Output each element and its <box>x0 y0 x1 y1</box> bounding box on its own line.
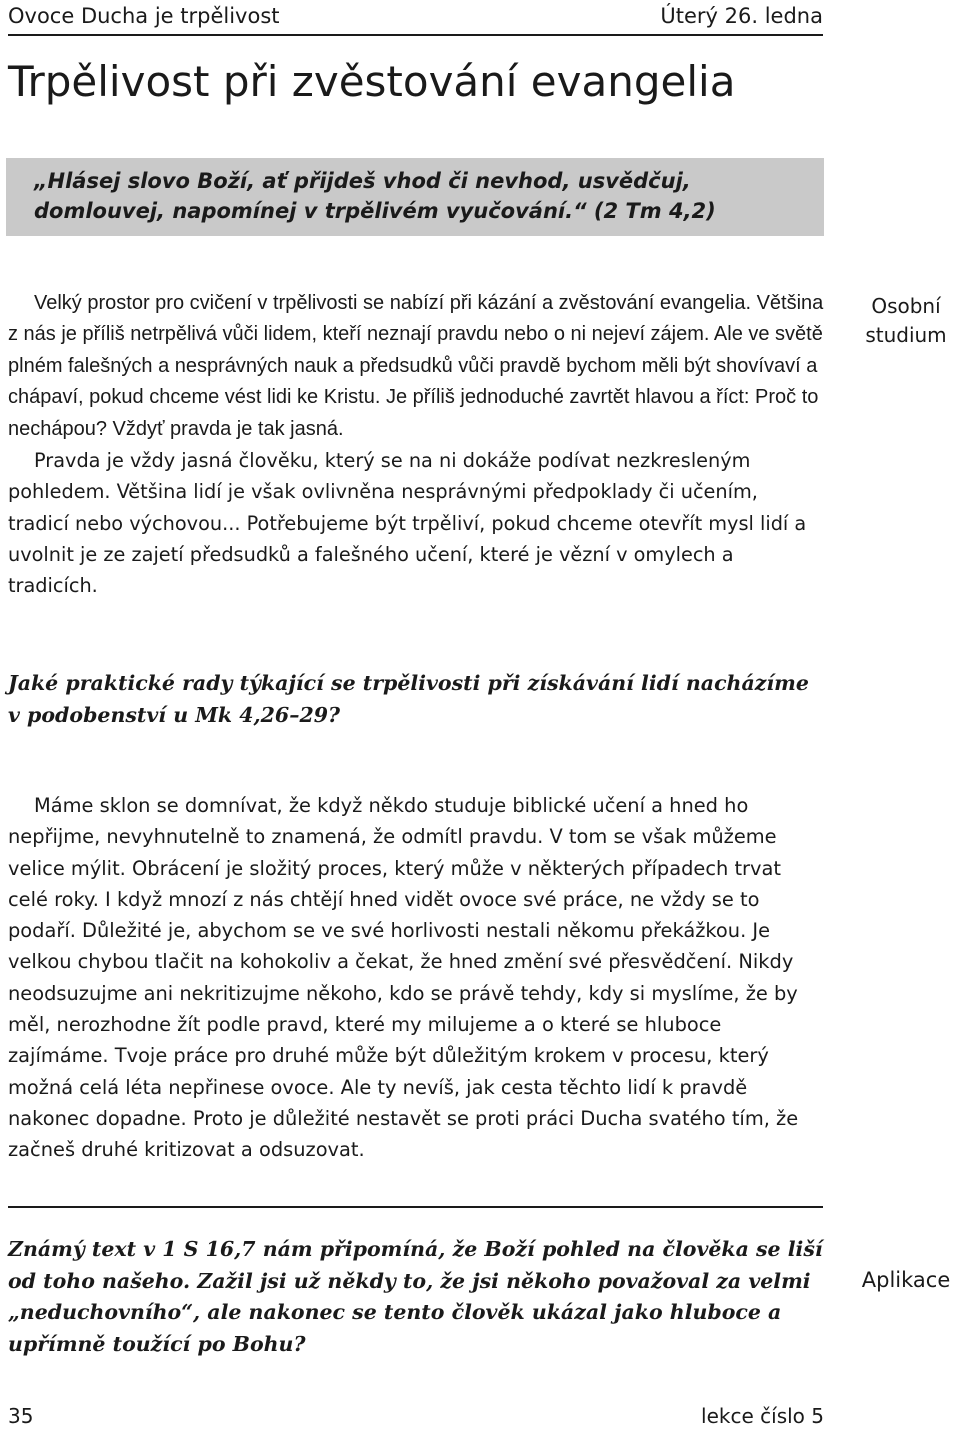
memory-verse: „Hlásej slovo Boží, ať přijdeš vhod či nevhod, usvědčuj, domlouvej, napomínej v trpělivém vyučování.“ (2 Tm 4,2) <box>6 158 824 236</box>
application-text: Známý text v 1 S 16,7 nám připomíná, že Boží pohled na člověka se liší od toho našeho. Zažil jsi už někdy to, že jsi někoho považoval za velmi „neduchovního“, ale nakonec se tento člověk ukázal jako hluboce a upřímně toužící po Bohu? <box>8 1237 823 1356</box>
study-paragraph: Velký prostor pro cvičení v trpělivosti se nabízí při kázání a zvěstování evangelia. Většina z nás je příliš netrpělivá vůči lidem, kteří neznají pravdu nebo o ni nejeví zájem. Ale ve světě plném falešných a nesprávných nauk a předsudků vůči pravdě bychom měli být shovívaví a chápaví, pokud chceme vést lidi ke Kristu. Je příliš jednoduché zavrtět hlavou a říct: Proč to nechápou? Vždyť pravda je tak jasná. <box>8 292 824 440</box>
section-label-application: Aplikace <box>861 1268 951 1292</box>
section-label-personal-study: Osobní studium <box>865 294 947 347</box>
study-paragraph: Pravda je vždy jasná člověku, který se na ni dokáže podívat nezkresleným pohledem. Většina lidí je však ovlivněna nesprávnými předpoklady či učením, tradicí nebo výchovou... Potřebujeme být trpěliví, pokud chceme otevřít mysl lidí a uvolnit je ze zajetí předsudků a falešného učení, které je vězní v omylech a tradicích. <box>8 449 807 598</box>
page-title: Trpělivost při zvěstování evangelia <box>8 57 736 106</box>
personal-study-text <box>8 288 824 602</box>
series-title: Ovoce Ducha je trpělivost <box>8 4 280 28</box>
study-question: Jaké praktické rady týkající se trpělivosti při získávání lidí nacházíme v podobenství u Mk 4,26–29? <box>8 671 809 727</box>
page-header <box>8 0 823 36</box>
section-divider <box>8 1206 823 1208</box>
page-number: 35 <box>8 1404 34 1428</box>
commentary-text: Máme sklon se domnívat, že když někdo studuje biblické učení a hned ho nepřijme, nevyhnutelně to znamená, že odmítl pravdu. V tom se však můžeme velice mýlit. Obrácení je složitý proces, který může v některých případech trvat celé roky. I když mnozí z nás chtějí hned vidět ovoce své práce, ne vždy se to podaří. Důležité je, abychom se ve své horlivosti nestali někomu překážkou. Je velkou chybou tlačit na kohokoliv a čekat, že hned změní své přesvědčení. Nikdy neodsuzujme ani nekritizujme někoho, kdo se právě tehdy, kdy si myslíme, že by měl, nerozhodne žít podle pravd, které my milujeme a o které se hluboce zajímáme. Tvoje práce pro druhé může být důležitým krokem v procesu, který možná celá léta nepřinese ovoce. Ale ty nevíš, jak cesta těchto lidí k pravdě nakonec dopadne. Proto je důležité nestavět se proti práci Ducha svatého tím, že začneš druhé kritizovat a odsuzovat. <box>8 794 799 1162</box>
header-date: Úterý 26. ledna <box>660 4 823 28</box>
lesson-number: lekce číslo 5 <box>701 1404 824 1428</box>
